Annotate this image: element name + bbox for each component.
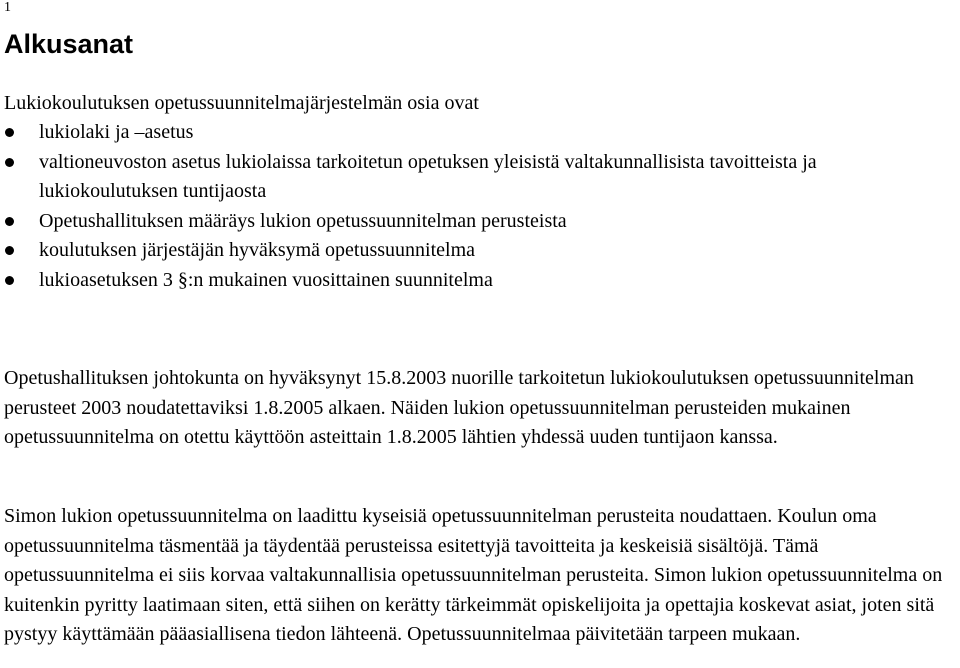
list-item (0, 236, 958, 266)
bullet-list (0, 118, 958, 295)
list-item-text: lukiolaki ja –asetus (39, 121, 194, 143)
list-item (0, 118, 958, 148)
page-title: Alkusanat (4, 29, 134, 59)
list-item-text: lukioasetuksen 3 §:n mukainen vuosittainen suunnitelma (39, 268, 493, 291)
bullet-icon (5, 128, 14, 137)
list-item-text: koulutuksen järjestäjän hyväksymä opetussuunnitelma (39, 239, 476, 261)
bullet-icon (5, 276, 14, 285)
list-item (0, 207, 958, 237)
list-item (0, 148, 958, 207)
paragraph: Opetushallituksen johtokunta on hyväksynyt 15.8.2003 nuorille tarkoitetun lukiokoulutuksen opetussuunnitelman perusteet 2003 noudatettaviksi 1.8.2005 alkaen. Näiden lukion opetussuunnitelman perusteiden mukainen opetussuunnitelma on otettu käyttöön asteittain 1.8.2005 lähtien yhdessä uuden tuntijaon kanssa. (4, 367, 914, 448)
list-item-text: valtioneuvoston asetus lukiolaissa tarkoitetun opetuksen yleisistä valtakunnallisista tavoitteista ja lukiokoulutuksen tuntijaosta (39, 150, 817, 202)
page-number: 1 (4, 0, 11, 15)
list-item-text: Opetushallituksen määräys lukion opetussuunnitelman perusteista (39, 209, 567, 232)
paragraph: Simon lukion opetussuunnitelma on laadittu kyseisiä opetussuunnitelman perusteita noudattaen. Koulun oma opetussuunnitelma täsmentää ja täydentää perusteissa esitettyjä tavoitteita ja keskeisiä sisältöjä. Tämä opetussuunnitelma ei siis korvaa valtakunnallisia opetussuunnitelman perusteita. Simon lukion opetussuunnitelma on kuitenkin pyritty laatimaan siten, että siihen on kerätty tärkeimmät opiskelijoita ja opettajia koskevat asiat, joten sitä pystyy käyttämään pääasiallisena tiedon lähteenä. Opetussuunnitelmaa päivitetään tarpeen mukaan. (4, 505, 943, 645)
list-item (0, 266, 958, 296)
bullet-icon (5, 217, 14, 226)
bullet-icon (5, 158, 14, 167)
bullet-icon (5, 246, 14, 255)
intro-text: Lukiokoulutuksen opetussuunnitelmajärjestelmän osia ovat (4, 92, 479, 114)
